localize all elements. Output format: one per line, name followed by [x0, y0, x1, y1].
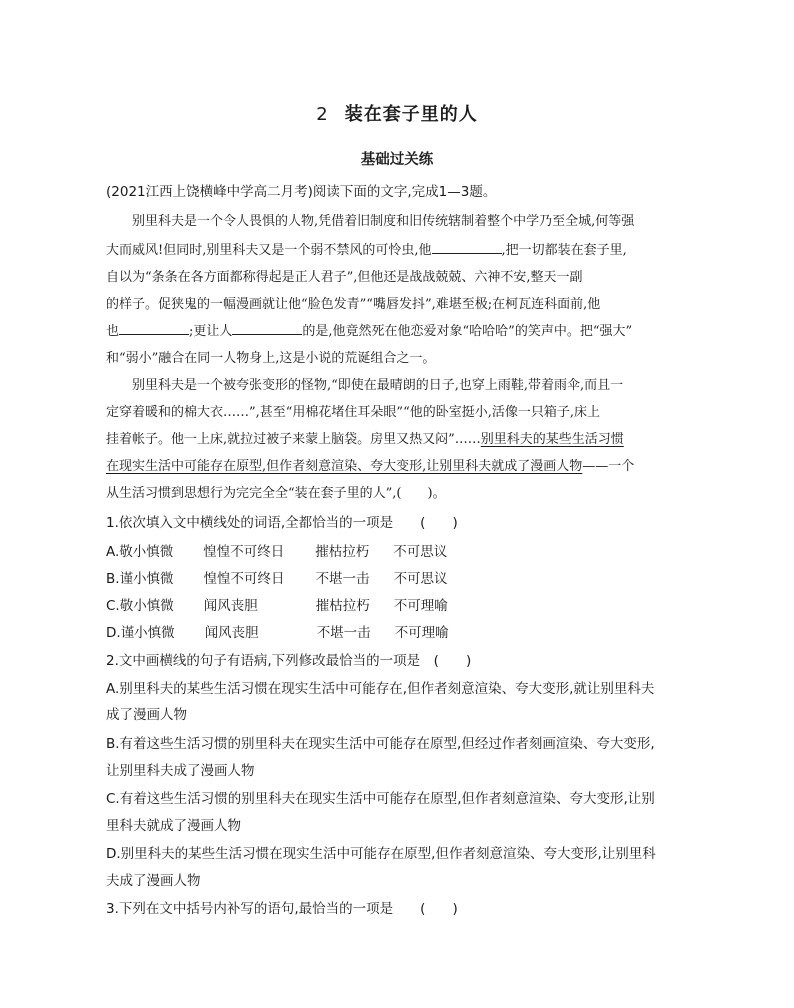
question-2-stem: 2.文中画横线的句子有语病,下列修改最恰当的一项是 ( )	[106, 653, 472, 669]
passage-line	[106, 320, 632, 339]
q2-option-a-line: A.别里科夫的某些生活习惯在现实生活中可能存在,但作者刻意渲染、夸大变形,就让别里科夫	[106, 681, 655, 697]
option-word: 谨小慎微	[119, 571, 174, 587]
q1-option-b	[106, 567, 448, 587]
q2-option-c-line: 里科夫就成了漫画人物	[106, 818, 241, 834]
option-label: D.	[106, 625, 121, 641]
option-word: 不可理喻	[394, 625, 449, 641]
passage-line	[106, 239, 627, 258]
underlined-sentence: 在现实生活中可能存在原型,但作者刻意渲染、夸大变形,让别里科夫就成了漫画人物	[106, 459, 583, 474]
q2-option-d-line: D.别里科夫的某些生活习惯在现实生活中可能存在原型,但作者刻意渲染、夸大变形,让别里科	[106, 846, 656, 862]
q1-option-d	[106, 621, 449, 641]
option-word: 不堪一击	[315, 571, 370, 587]
option-word: 不可理喻	[393, 598, 448, 614]
passage-text: ——一个	[582, 459, 635, 474]
passage-line: 的样子。促狭鬼的一幅漫画就让他“脸色发青”“嘴唇发抖”,难堪至极;在柯瓦连科面前,他	[106, 297, 601, 312]
question-1-stem: 1.依次填入文中横线处的词语,全都恰当的一项是 ( )	[106, 515, 458, 531]
option-label: C.	[106, 598, 120, 614]
passage-line: 和“弱小”融合在同一人物身上,这是小说的荒诞组合之一。	[106, 351, 436, 366]
q1-option-c	[106, 594, 448, 614]
lesson-title	[0, 100, 794, 126]
passage-text: ;更让人	[189, 324, 233, 339]
q2-option-b-line: B.有着这些生活习惯的别里科夫在现实生活中可能存在原型,但经过作者刻画渲染、夸大变形,	[106, 736, 655, 752]
fill-blank-1	[432, 239, 502, 254]
passage-line: 自以为“条条在各方面都称得起是正人君子”,但他还是战战兢兢、六神不安,整天一副	[106, 270, 583, 285]
question-3-stem: 3.下列在文中括号内补写的语句,最恰当的一项是 ( )	[106, 901, 458, 917]
passage-text: ,把一切都装在套子里,	[501, 243, 627, 258]
lesson-title-text: 装在套子里的人	[344, 104, 478, 125]
option-word: 不可思议	[393, 571, 448, 587]
option-word: 闻风丧胆	[203, 598, 258, 614]
option-word: 摧枯拉朽	[315, 544, 370, 560]
source-line: (2021江西上饶横峰中学高二月考)阅读下面的文字,完成1—3题。	[106, 184, 497, 200]
passage-line: 别里科夫是一个令人畏惧的人物,凭借着旧制度和旧传统辖制着整个中学乃至全城,何等强	[132, 214, 635, 229]
passage-text: 也	[106, 324, 120, 339]
passage-line: 定穿着暖和的棉大衣……”,甚至“用棉花堵住耳朵眼”“他的卧室挺小,活像一只箱子,床上	[106, 405, 600, 420]
option-word: 惶惶不可终日	[203, 544, 285, 560]
option-word: 敬小慎微	[119, 598, 174, 614]
option-word: 谨小慎微	[120, 625, 175, 641]
option-word: 摧枯拉朽	[315, 598, 370, 614]
option-word: 不可思议	[393, 544, 448, 560]
q2-option-c-line: C.有着这些生活习惯的别里科夫在现实生活中可能存在原型,但作者刻意渲染、夸大变形,让别	[106, 791, 655, 807]
fill-blank-3	[232, 320, 302, 335]
option-label: A.	[106, 544, 120, 560]
lesson-number: 2	[316, 104, 329, 125]
fill-blank-2	[119, 320, 189, 335]
option-word: 敬小慎微	[119, 544, 174, 560]
option-label: B.	[106, 571, 120, 587]
q2-option-b-line: 让别里科夫成了漫画人物	[106, 763, 255, 779]
q1-option-a	[106, 540, 447, 560]
passage-text: 挂着帐子。他一上床,就拉过被子来蒙上脑袋。房里又热又闷”……	[106, 432, 481, 447]
option-word: 闻风丧胆	[204, 625, 259, 641]
passage-text: 大而威风!但同时,别里科夫又是一个弱不禁风的可怜虫,他	[106, 243, 432, 258]
section-heading: 基础过关练	[360, 152, 434, 168]
passage-line: 别里科夫是一个被夸张变形的怪物,“即使在最晴朗的日子,也穿上雨鞋,带着雨伞,而且一	[132, 378, 624, 393]
passage-line: 从生活习惯到思想行为完完全全“装在套子里的人”,( )。	[106, 486, 446, 501]
option-word: 惶惶不可终日	[203, 571, 285, 587]
q2-option-a-line: 成了漫画人物	[106, 707, 187, 723]
passage-line	[106, 455, 634, 474]
passage-line	[106, 428, 624, 447]
option-word: 不堪一击	[316, 625, 371, 641]
passage-text: 的是,他竟然死在他恋爱对象“哈哈哈”的笑声中。把“强大”	[302, 324, 633, 339]
underlined-sentence: 别里科夫的某些生活习惯	[480, 432, 624, 447]
q2-option-d-line: 夫成了漫画人物	[106, 873, 201, 889]
